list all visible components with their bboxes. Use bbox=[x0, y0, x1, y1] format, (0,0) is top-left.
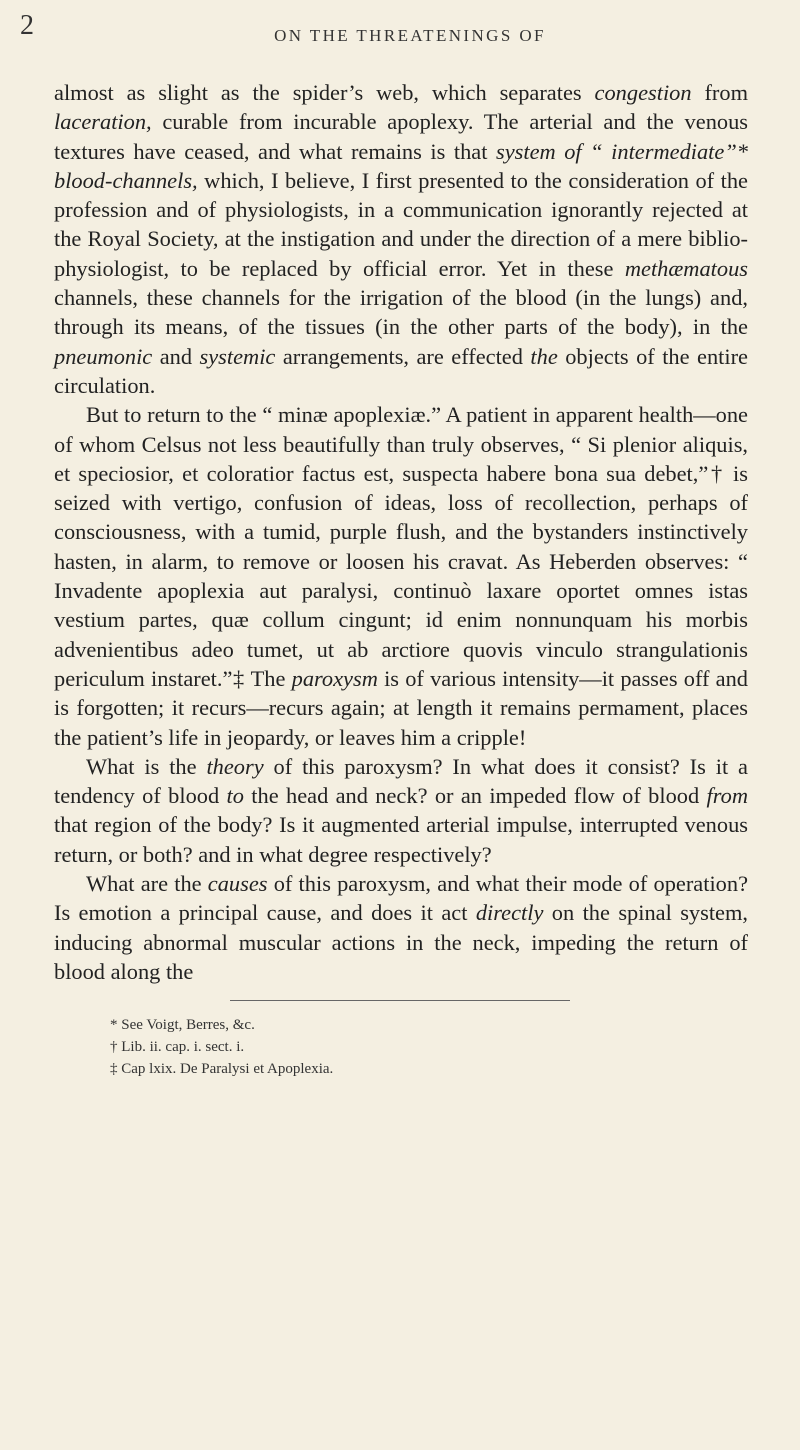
italic-run: directly bbox=[475, 900, 544, 926]
footnote: † Lib. ii. cap. i. sect. i. bbox=[110, 1039, 245, 1055]
body-text bbox=[54, 78, 748, 986]
text-run: curable from incurable apoplexy. The arterial and the venous textures have ceased, and what remains is that bbox=[54, 109, 748, 164]
page-number: 2 bbox=[20, 10, 34, 41]
text-run: of this paroxysm, and what their mode of operation? Is emotion a principal cause, and does it act bbox=[54, 871, 749, 926]
italic-run: paroxysm bbox=[291, 665, 378, 691]
italic-run: congestion bbox=[594, 80, 692, 105]
running-head: ON THE THREATENINGS OF bbox=[274, 26, 546, 45]
text-run: almost as slight as the spider’s web, which separates bbox=[54, 80, 595, 105]
italic-run: from bbox=[706, 783, 749, 809]
text-run: is of various intensity—it passes off and is forgotten; it recurs—recurs again; at length it remains permament, places the patient’s life in jeopardy, or leaves him a cripple! bbox=[54, 665, 748, 750]
italic-run: methæmatous bbox=[624, 255, 748, 281]
text-run: But to return to the “ minæ apoplexiæ.” A patient in apparent health—one of whom Celsus not less beautifully than truly observes, “ Si plenior aliquis, et speciosior, et coloratior factus est, suspecta habere bona sua debet,”† is seized with vertigo, confusion of ideas, loss of recollection, perhaps of consciousness, with a tumid, purple flush, and the bystanders instinctively hasten, in alarm, to remove or loosen his cravat. As Heberden observes: “ Invadente apoplexia aut paralysi, continuò laxare oportet omnes istas vestium partes, quæ collum cingunt; id enim nonnunquam his morbis advenientibus adeo tumet, ut ab arctiore quovis vinculo strangulationis periculum instaret.”‡ The bbox=[54, 402, 748, 691]
italic-run: system of “ intermediate”* bbox=[495, 138, 748, 164]
text-run: the head and neck? or an impeded flow of blood bbox=[243, 783, 707, 809]
text-run: of this paroxysm? In what does it consist? Is it a tendency of blood bbox=[54, 753, 748, 809]
text-run: which, I believe, I first presented to the consideration of the profession and of physiologists, in a communication ignorantly rejected at the Royal Society, at the instigation and under the direction of a mere biblio-physiologist, to be replaced by official error. Yet in these bbox=[54, 167, 748, 281]
text-run: What is the bbox=[86, 753, 207, 779]
footnote: * See Voigt, Berres, &c. bbox=[110, 1017, 255, 1033]
text-run: channels, these channels for the irrigation of the blood (in the lungs) and, through its means, of the tissues (in the other parts of the body), in the bbox=[54, 285, 748, 340]
text-run: objects of the entire circulation. bbox=[54, 343, 748, 398]
italic-run: systemic bbox=[199, 343, 276, 369]
paragraph bbox=[54, 78, 748, 400]
text-run: that region of the body? Is it augmented arterial impulse, interrupted venous return, or both? and in what degree respectively? bbox=[54, 812, 748, 867]
text-run: from bbox=[691, 80, 749, 105]
paragraph bbox=[54, 400, 748, 752]
italic-run: the bbox=[530, 343, 558, 369]
italic-run: laceration, bbox=[54, 109, 152, 135]
footnote: ‡ Cap lxix. De Paralysi et Apoplexia. bbox=[110, 1061, 334, 1077]
footnote-divider bbox=[230, 1000, 570, 1001]
paragraph bbox=[54, 752, 748, 869]
text-run: and bbox=[152, 343, 200, 369]
italic-run: pneumonic bbox=[54, 343, 153, 369]
text-run: What are the bbox=[86, 871, 208, 897]
italic-run: theory bbox=[206, 753, 264, 779]
italic-run: to bbox=[226, 783, 244, 809]
footnotes bbox=[110, 1014, 670, 1080]
text-run: arrangements, are effected bbox=[275, 343, 531, 369]
italic-run: causes bbox=[207, 871, 268, 897]
text-run: on the spinal system, inducing abnormal muscular actions in the neck, impeding the return of blood along the bbox=[54, 900, 748, 984]
paragraph bbox=[54, 869, 748, 986]
italic-run: blood-channels, bbox=[54, 167, 198, 193]
